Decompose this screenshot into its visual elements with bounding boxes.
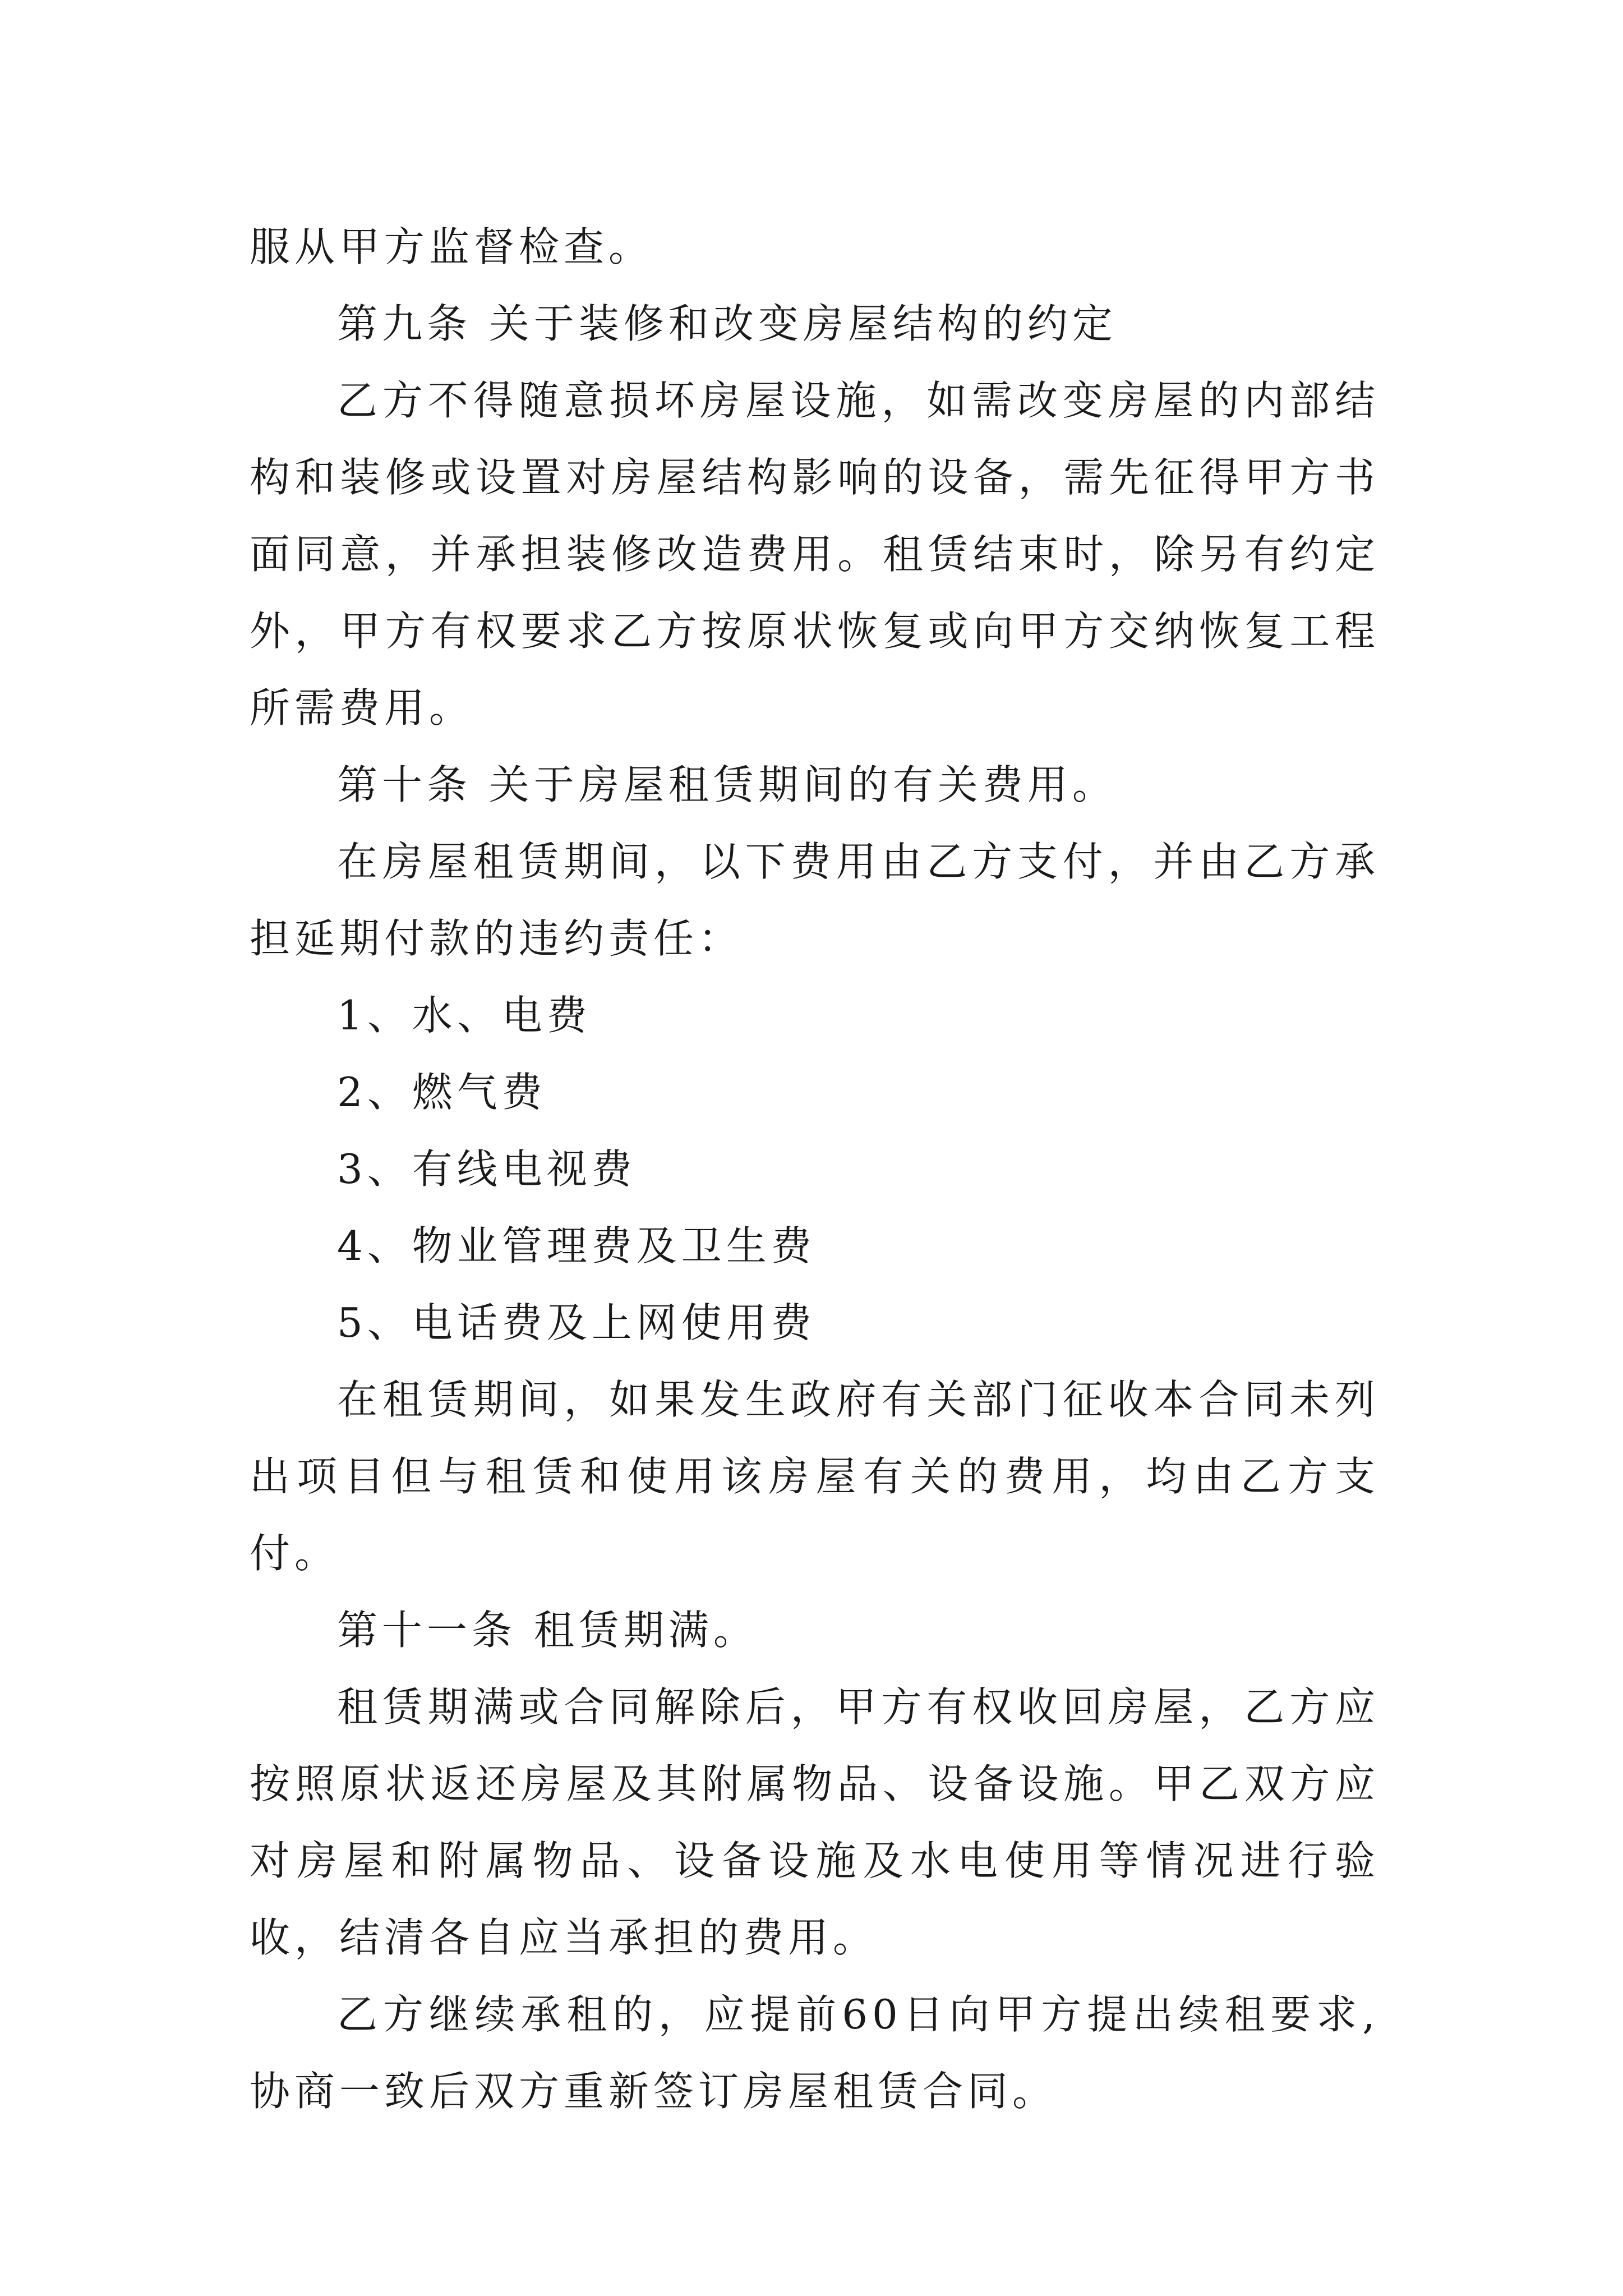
article-11-body: 租赁期满或合同解除后，甲方有权收回房屋，乙方应按照原状返还房屋及其附属物品、设备设施。甲乙双方应对房屋和附属物品、设备设施及水电使用等情况进行验收，结清各自应当承担的费用。	[250, 1683, 1380, 1961]
fee-list-item: 2、燃气费	[337, 1069, 547, 1116]
fee-list-item: 1、水、电费	[337, 992, 592, 1039]
article-10-additional: 在租赁期间，如果发生政府有关部门征收本合同未列出项目但与租赁和使用该房屋有关的费用，均由乙方支付。	[250, 1376, 1380, 1577]
document-body	[250, 209, 1380, 2130]
article-11-heading: 第十一条 租赁期满。	[337, 1607, 758, 1654]
fee-list-item: 3、有线电视费	[337, 1145, 637, 1193]
article-9-heading: 第九条 关于装修和改变房屋结构的约定	[337, 300, 1117, 347]
fee-list-item: 5、电话费及上网使用费	[337, 1299, 816, 1346]
fee-list-item: 4、物业管理费及卫生费	[337, 1222, 816, 1269]
article-10-heading: 第十条 关于房屋租赁期间的有关费用。	[337, 761, 1117, 808]
article-10-intro: 在房屋租赁期间，以下费用由乙方支付，并由乙方承担延期付款的违约责任：	[250, 838, 1380, 962]
paragraph-continuation: 服从甲方监督检查。	[250, 223, 654, 270]
article-9-body: 乙方不得随意损坏房屋设施，如需改变房屋的内部结构和装修或设置对房屋结构影响的设备，需先征得甲方书面同意，并承担装修改造费用。租赁结束时，除另有约定外，甲方有权要求乙方按原状恢复或向甲方交纳恢复工程所需费用。	[250, 377, 1380, 731]
article-11-renewal: 乙方继续承租的，应提前60日向甲方提出续租要求,协商一致后双方重新签订房屋租赁合同。	[250, 1991, 1380, 2115]
